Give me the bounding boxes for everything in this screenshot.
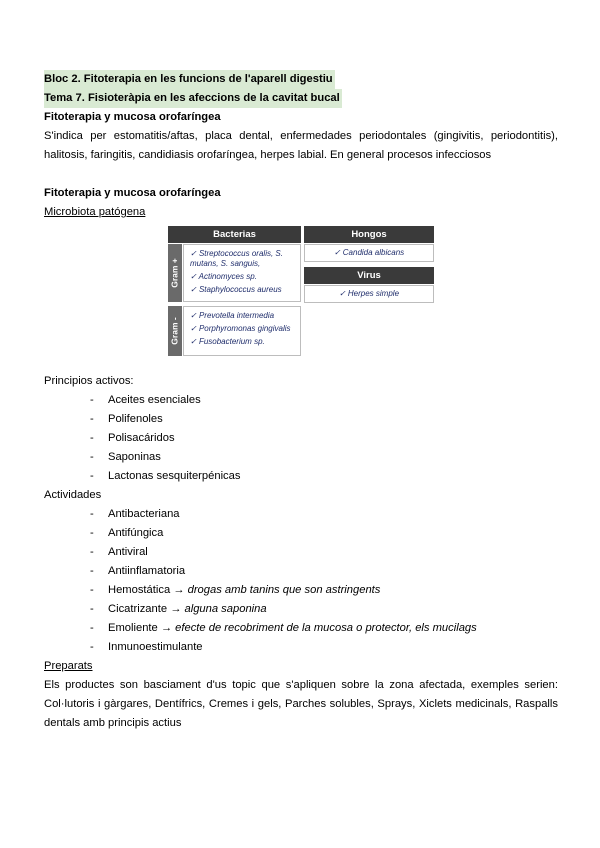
- gram-neg-label: Gram -: [168, 306, 182, 356]
- bacterias-header: Bacterias: [168, 226, 301, 243]
- list-item: - Emoliente → efecte de recobriment de la mucosa o protector, els mucilags: [90, 622, 477, 634]
- gram-pos-item: ✓ Streptococcus oralis, S. mutans, S. sanguis,: [190, 249, 283, 268]
- intro-paragraph: S'indica per estomatitis/aftas, placa dental, enfermedades periodontales (gingivitis, periodontitis), halitosis, faringitis, candidiasis orofaríngea, herpes labial. En general procesos infecciosos: [44, 130, 558, 161]
- actividades-label: Actividades: [44, 489, 102, 501]
- gram-neg-list: [183, 306, 301, 356]
- gram-neg-item: ✓ Porphyromonas gingivalis: [190, 324, 291, 333]
- list-item: - Saponinas: [90, 451, 161, 463]
- gram-pos-item: ✓ Actinomyces sp.: [190, 272, 257, 281]
- activity-note: → drogas amb tanins que son astringents: [173, 584, 381, 596]
- virus-column: [304, 267, 434, 284]
- list-item: - Inmunoestimulante: [90, 641, 203, 653]
- virus-list: [304, 285, 434, 303]
- microbiota-figure: [44, 226, 558, 364]
- bloc-title: Bloc 2. Fitoterapia en les funcions de l'aparell digestiu: [44, 70, 335, 89]
- list-item: - Polisacáridos: [90, 432, 175, 444]
- activity-note: → efecte de recobriment de la mucosa o protector, els mucilags: [160, 622, 477, 634]
- gram-pos-list: [183, 244, 301, 302]
- preparats-label: Preparats: [44, 660, 93, 672]
- gram-pos-item: ✓ Staphylococcus aureus: [190, 285, 282, 294]
- gram-neg-item: ✓ Fusobacterium sp.: [190, 337, 265, 346]
- principios-label: Principios activos:: [44, 375, 134, 387]
- tema-title: Tema 7. Fisioteràpia en les afeccions de la cavitat bucal: [44, 89, 342, 108]
- microbiota-label: Microbiota patógena: [44, 206, 146, 218]
- section1-title: Fitoterapia y mucosa orofaríngea: [44, 111, 221, 123]
- list-item: - Aceites esenciales: [90, 394, 201, 406]
- list-item: - Polifenoles: [90, 413, 163, 425]
- principios-list: [44, 391, 558, 486]
- gram-pos-label: Gram +: [168, 244, 182, 302]
- list-item: - Antifúngica: [90, 527, 164, 539]
- list-item: - Antiinflamatoria: [90, 565, 186, 577]
- hongos-header: Hongos: [304, 226, 434, 243]
- list-item: - Lactonas sesquiterpénicas: [90, 470, 241, 482]
- activity-note: → alguna saponina: [170, 603, 267, 615]
- hongos-column: [304, 226, 434, 243]
- list-item: - Antibacteriana: [90, 508, 180, 520]
- hongos-list: [304, 244, 434, 262]
- hongos-item: ✓ Candida albicans: [333, 248, 405, 257]
- document-page: [44, 70, 558, 733]
- section2-title: Fitoterapia y mucosa orofaríngea: [44, 187, 221, 199]
- virus-item: ✓ Herpes simple: [338, 289, 400, 298]
- virus-header: Virus: [304, 267, 434, 284]
- preparats-paragraph: Els productes son basciament d'us topic que s'apliquen sobre la zona afectada, exemples serien: Col·lutoris i gàrgares, Dentífrics, Cremes i gels, Parches solubles, Sprays, Xiclets medicinals, Raspalls dentals amb principis actius: [44, 679, 558, 729]
- bacterias-column: [168, 226, 301, 243]
- actividades-list: [44, 505, 558, 657]
- gram-neg-item: ✓ Prevotella intermedia: [190, 311, 275, 320]
- list-item: - Cicatrizante → alguna saponina: [90, 603, 267, 615]
- list-item: - Antiviral: [90, 546, 148, 558]
- list-item: - Hemostática → drogas amb tanins que son astringents: [90, 584, 381, 596]
